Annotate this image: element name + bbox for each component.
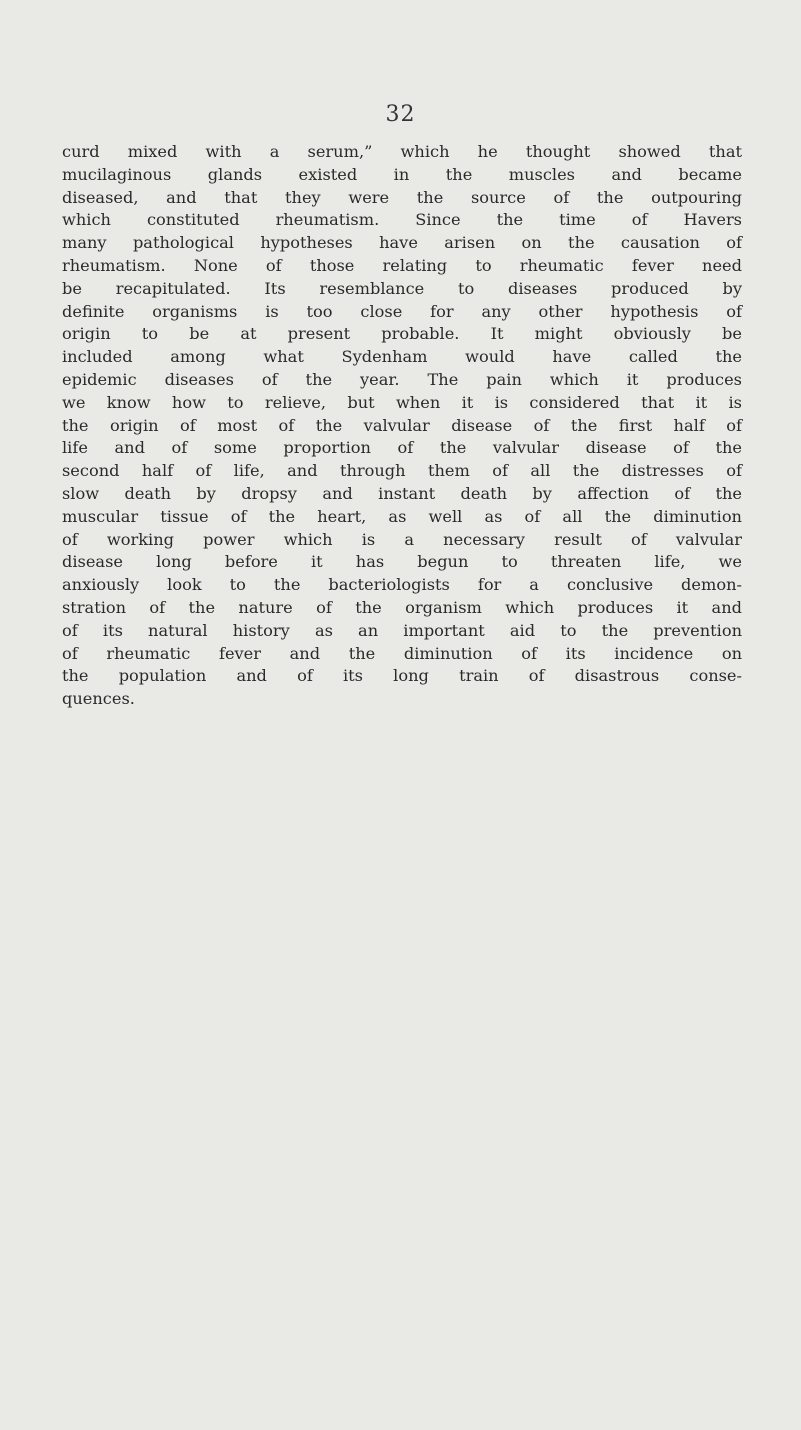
text-line: rheumatism. None of those relating to rheumatic fever need [62, 255, 742, 275]
text-line: life and of some proportion of the valvular disease of the [62, 438, 742, 458]
text-line: included among what Sydenham would have called the [62, 347, 742, 367]
text-line: epidemic diseases of the year. The pain which it produces [62, 369, 742, 389]
text-line: of rheumatic fever and the diminution of its incidence on [62, 643, 742, 663]
text-line: definite organisms is too close for any other hypothesis of [62, 301, 742, 321]
text-line: of working power which is a necessary result of valvular [62, 529, 742, 549]
text-line: stration of the nature of the organism which produces it and [62, 597, 742, 617]
text-line: the population and of its long train of disastrous conse- [62, 666, 742, 686]
text-line: the origin of most of the valvular disease of the first half of [62, 415, 742, 435]
text-line: anxiously look to the bacteriologists for a conclusive demon- [62, 575, 742, 595]
text-line: curd mixed with a serum,” which he thought showed that [62, 142, 742, 161]
page-number: 32 [385, 102, 416, 127]
text-line: slow death by dropsy and instant death by affection of the [62, 483, 742, 503]
text-line: many pathological hypotheses have arisen on the causation of [62, 233, 742, 253]
text-line: be recapitulated. Its resemblance to diseases produced by [62, 278, 742, 298]
text-line: mucilaginous glands existed in the muscles and became [62, 164, 742, 184]
text-line: quences. [62, 689, 135, 709]
text-line: origin to be at present probable. It might obviously be [62, 324, 742, 344]
text-line: we know how to relieve, but when it is considered that it is [62, 392, 742, 412]
body-text [62, 141, 742, 711]
text-line: second half of life, and through them of all the distresses of [62, 461, 742, 481]
text-line: diseased, and that they were the source of the outpouring [62, 187, 742, 207]
text-line: disease long before it has begun to threaten life, we [62, 552, 742, 572]
text-line: which constituted rheumatism. Since the time of Havers [62, 210, 742, 230]
text-line: muscular tissue of the heart, as well as of all the diminution [62, 506, 742, 526]
text-line: of its natural history as an important aid to the prevention [62, 620, 742, 640]
